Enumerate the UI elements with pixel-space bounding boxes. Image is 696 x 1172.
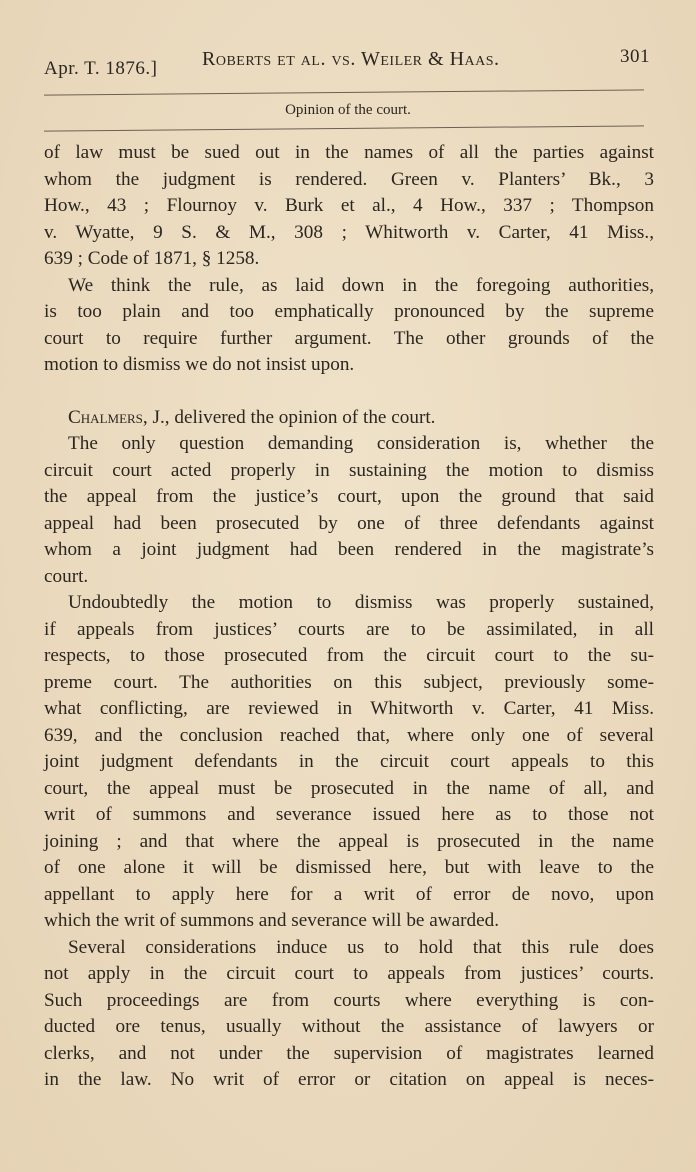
text-line: whom a joint judgment had been rendered in the magistrate’s (44, 539, 654, 560)
paragraph-spacer (44, 379, 654, 405)
text-line: what conflicting, are reviewed in Whitworth v. Carter, 41 Miss. (44, 698, 654, 719)
header-rule (44, 89, 644, 95)
page-number: 301 (620, 46, 650, 67)
paragraph (44, 273, 654, 379)
text-line: preme court. The authorities on this subject, previously some- (44, 671, 654, 693)
page-body (44, 140, 654, 1094)
text-line: We think the rule, as laid down in the foregoing authorities, (68, 274, 654, 296)
text-line: the appeal from the justice’s court, upon the ground that said (44, 486, 654, 507)
text-line: not apply in the circuit court to appeals from justices’ courts. (44, 963, 654, 984)
judge-name: Chalmers (68, 406, 143, 428)
text-line: Such proceedings are from courts where everything is con- (44, 989, 654, 1011)
text-line: Several considerations induce us to hold that this rule does (68, 936, 654, 958)
text-line: of one alone it will be dismissed here, but with leave to the (44, 857, 654, 878)
text-line: which the writ of summons and severance will be awarded. (44, 910, 500, 931)
text-line: court, the appeal must be prosecuted in the name of all, and (44, 777, 654, 799)
text-line: writ of summons and severance issued here as to those not (44, 804, 654, 825)
running-header (44, 44, 650, 79)
text-line: respects, to those prosecuted from the circuit court to the su- (44, 645, 654, 666)
text-line: court to require further argument. The other grounds of the (44, 327, 654, 349)
text-line: v. Wyatte, 9 S. & M., 308 ; Whitworth v. Carter, 41 Miss., (44, 221, 654, 243)
text-line: in the law. No writ of error or citation on appeal is neces- (44, 1069, 654, 1090)
text-line: of law must be sued out in the names of all the parties against (44, 142, 654, 163)
text-line (44, 405, 654, 432)
paragraph (44, 590, 654, 935)
text-line: motion to dismiss we do not insist upon. (44, 354, 355, 375)
text-line: 639 ; Code of 1871, § 1258. (44, 248, 260, 269)
paragraph (44, 431, 654, 590)
text-line: joint judgment defendants in the circuit court appeals to this (44, 751, 654, 772)
text-line: Undoubtedly the motion to dismiss was properly sustained, (68, 592, 654, 613)
text-line: The only question demanding consideration is, whether the (68, 433, 654, 454)
text-line: is too plain and too emphatically pronounced by the supreme (44, 301, 654, 322)
text-line: clerks, and not under the supervision of magistrates learned (44, 1042, 654, 1064)
term-label: Apr. T. 1876.] (44, 58, 158, 79)
text-line: appellant to apply here for a writ of error de novo, upon (44, 883, 654, 905)
text-line: court. (44, 565, 89, 587)
text-line: ducted ore tenus, usually without the assistance of lawyers or (44, 1016, 654, 1037)
text-line: if appeals from justices’ courts are to be assimilated, in all (44, 618, 654, 640)
text-line: appeal had been prosecuted by one of three defendants against (44, 512, 654, 534)
text-line: joining ; and that where the appeal is prosecuted in the name (44, 830, 654, 852)
paragraph (44, 935, 654, 1094)
paragraph-continuation (44, 140, 654, 273)
case-title: Roberts et al. vs. Weiler & Haas. (202, 48, 500, 70)
section-subheader: Opinion of the court. (285, 102, 411, 118)
text-line: circuit court acted properly in sustaining the motion to dismiss (44, 459, 654, 481)
intro-text: , J., delivered the opinion of the court. (142, 406, 436, 428)
subheader-rule (44, 125, 644, 131)
text-line: whom the judgment is rendered. Green v. Planters’ Bk., 3 (44, 168, 654, 190)
text-line: How., 43 ; Flournoy v. Burk et al., 4 How., 337 ; Thompson (44, 195, 654, 216)
opinion-intro (44, 405, 654, 432)
text-line: 639, and the conclusion reached that, where only one of several (44, 724, 654, 746)
